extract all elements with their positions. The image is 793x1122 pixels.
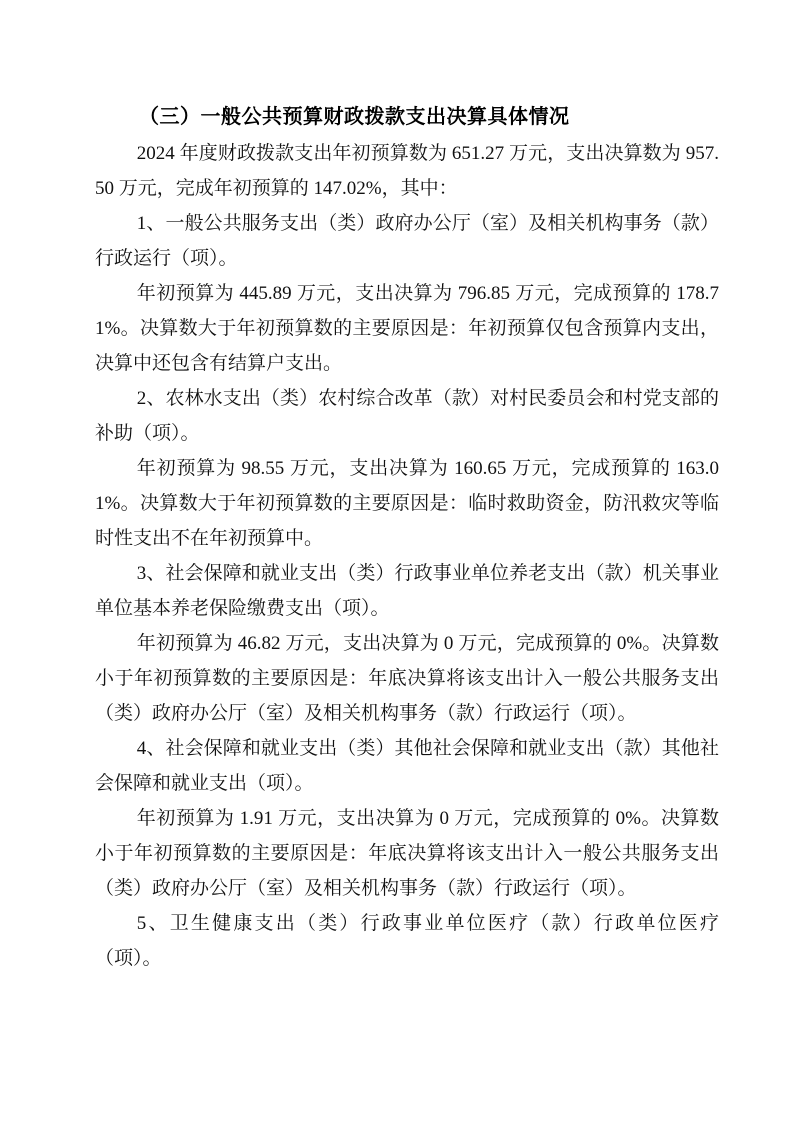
paragraph-item-1-detail: 年初预算为 445.89 万元，支出决算为 796.85 万元，完成预算的 178.71%。决算数大于年初预算数的主要原因是：年初预算仅包含预算内支出，决算中还包含有结算户支出。: [95, 283, 719, 374]
paragraph-item-2-name: 2、农林水支出（类）农村综合改革（款）对村民委员会和村党支部的补助（项）。: [95, 388, 719, 444]
paragraph-overview: 2024 年度财政拨款支出年初预算数为 651.27 万元，支出决算数为 957.50 万元，完成年初预算的 147.02%，其中：: [95, 143, 719, 199]
document-body: [95, 136, 719, 976]
paragraph-item-3-detail: 年初预算为 46.82 万元，支出决算为 0 万元，完成预算的 0%。决算数小于年初预算数的主要原因是：年底决算将该支出计入一般公共服务支出（类）政府办公厅（室）及相关机构事务（款）行政运行（项）。: [95, 633, 719, 724]
paragraph-item-2-detail: 年初预算为 98.55 万元，支出决算为 160.65 万元，完成预算的 163.01%。决算数大于年初预算数的主要原因是：临时救助资金，防汛救灾等临时性支出不在年初预算中。: [95, 458, 719, 549]
paragraph-item-5-name: 5、卫生健康支出（类）行政事业单位医疗（款）行政单位医疗（项）。: [95, 913, 719, 969]
paragraph-item-1-name: 1、一般公共服务支出（类）政府办公厅（室）及相关机构事务（款）行政运行（项）。: [95, 213, 719, 269]
section-heading: （三）一般公共预算财政拨款支出决算具体情况: [139, 106, 570, 128]
paragraph-item-4-detail: 年初预算为 1.91 万元，支出决算为 0 万元，完成预算的 0%。决算数小于年初预算数的主要原因是：年底决算将该支出计入一般公共服务支出（类）政府办公厅（室）及相关机构事务（款）行政运行（项）。: [95, 808, 719, 899]
paragraph-item-3-name: 3、社会保障和就业支出（类）行政事业单位养老支出（款）机关事业单位基本养老保险缴费支出（项）。: [95, 563, 719, 619]
paragraph-item-4-name: 4、社会保障和就业支出（类）其他社会保障和就业支出（款）其他社会保障和就业支出（项）。: [95, 738, 719, 794]
